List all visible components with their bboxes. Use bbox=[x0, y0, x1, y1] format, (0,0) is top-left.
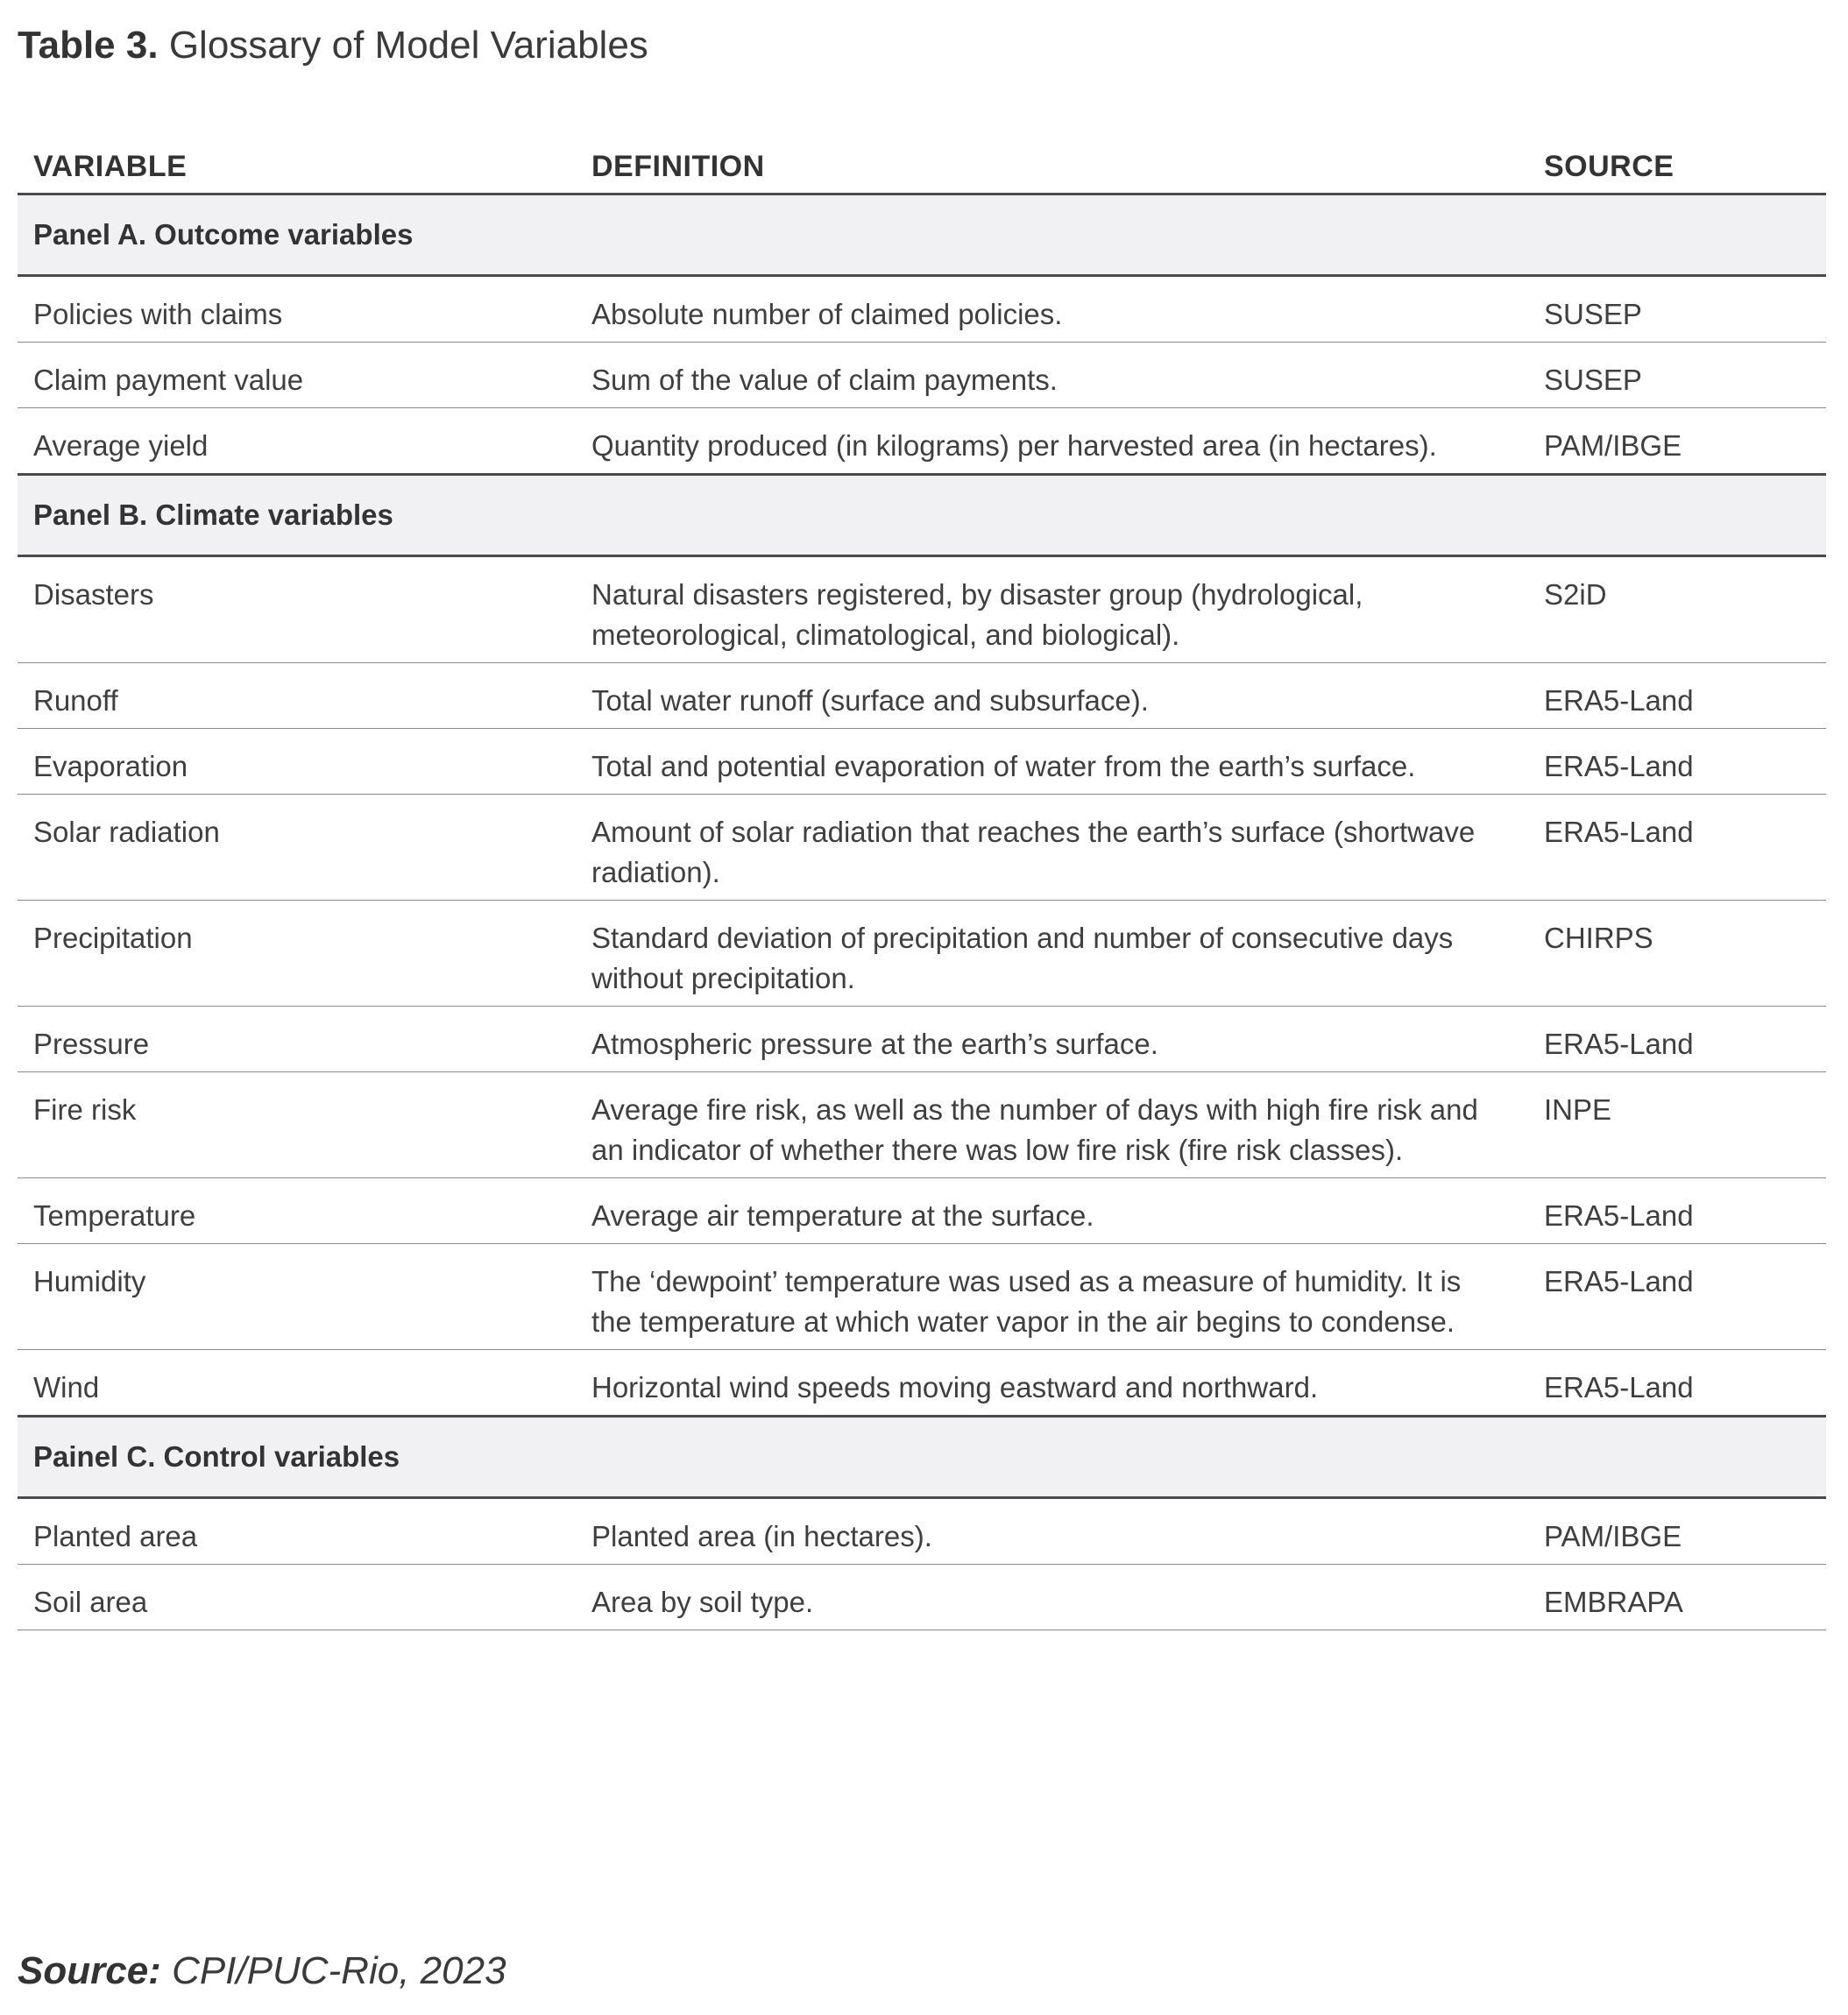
variable-cell: Soil area bbox=[18, 1565, 576, 1630]
source-cell: S2iD bbox=[1528, 556, 1826, 663]
variable-cell: Wind bbox=[18, 1350, 576, 1417]
definition-cell: Natural disasters registered, by disaster group (hydrological, meteorological, climatological, and biological). bbox=[576, 556, 1528, 663]
source-note-text: CPI/PUC-Rio, 2023 bbox=[172, 1949, 506, 1992]
source-note bbox=[18, 1945, 506, 1997]
source-cell: INPE bbox=[1528, 1072, 1826, 1178]
variable-cell: Average yield bbox=[18, 408, 576, 475]
table-row bbox=[18, 408, 1826, 475]
definition-cell: Sum of the value of claim payments. bbox=[576, 343, 1528, 408]
definition-cell: Quantity produced (in kilograms) per harvested area (in hectares). bbox=[576, 408, 1528, 475]
table-row bbox=[18, 663, 1826, 729]
variable-cell: Evaporation bbox=[18, 729, 576, 795]
definition-cell: Standard deviation of precipitation and number of consecutive days without precipitation. bbox=[576, 901, 1528, 1007]
source-cell: ERA5-Land bbox=[1528, 1350, 1826, 1417]
source-cell: ERA5-Land bbox=[1528, 729, 1826, 795]
source-cell: ERA5-Land bbox=[1528, 1178, 1826, 1244]
table-row bbox=[18, 1498, 1826, 1565]
table-row bbox=[18, 1350, 1826, 1417]
variable-cell: Humidity bbox=[18, 1244, 576, 1350]
definition-cell: Average air temperature at the surface. bbox=[576, 1178, 1528, 1244]
glossary-table-container bbox=[18, 140, 1826, 1630]
variable-cell: Fire risk bbox=[18, 1072, 576, 1178]
glossary-table bbox=[18, 140, 1826, 1630]
source-cell: PAM/IBGE bbox=[1528, 408, 1826, 475]
variable-cell: Runoff bbox=[18, 663, 576, 729]
variable-cell: Policies with claims bbox=[18, 276, 576, 343]
source-cell: ERA5-Land bbox=[1528, 663, 1826, 729]
definition-cell: Planted area (in hectares). bbox=[576, 1498, 1528, 1565]
definition-cell: Amount of solar radiation that reaches the earth’s surface (shortwave radiation). bbox=[576, 795, 1528, 901]
table-header-row bbox=[18, 140, 1826, 194]
panel-c-heading-row bbox=[18, 1417, 1826, 1498]
variable-cell: Disasters bbox=[18, 556, 576, 663]
variable-cell: Claim payment value bbox=[18, 343, 576, 408]
table-row bbox=[18, 901, 1826, 1007]
table-row bbox=[18, 795, 1826, 901]
table-title bbox=[18, 19, 648, 72]
definition-cell: Area by soil type. bbox=[576, 1565, 1528, 1630]
table-title-text: Glossary of Model Variables bbox=[168, 24, 648, 67]
variable-cell: Solar radiation bbox=[18, 795, 576, 901]
table-row bbox=[18, 1178, 1826, 1244]
panel-a-heading-row bbox=[18, 194, 1826, 276]
header-variable: VARIABLE bbox=[18, 140, 576, 194]
table-body bbox=[18, 194, 1826, 1630]
table-row bbox=[18, 556, 1826, 663]
variable-cell: Precipitation bbox=[18, 901, 576, 1007]
table-row bbox=[18, 1244, 1826, 1350]
source-cell: SUSEP bbox=[1528, 276, 1826, 343]
definition-cell: The ‘dewpoint’ temperature was used as a measure of humidity. It is the temperature at which water vapor in the air begins to condense. bbox=[576, 1244, 1528, 1350]
definition-cell: Absolute number of claimed policies. bbox=[576, 276, 1528, 343]
panel-c-heading: Painel C. Control variables bbox=[18, 1417, 1826, 1498]
definition-cell: Average fire risk, as well as the number of days with high fire risk and an indicator of whether there was low fire risk (fire risk classes). bbox=[576, 1072, 1528, 1178]
table-row bbox=[18, 1072, 1826, 1178]
table-row bbox=[18, 343, 1826, 408]
table-row bbox=[18, 1007, 1826, 1072]
source-cell: ERA5-Land bbox=[1528, 1007, 1826, 1072]
source-cell: PAM/IBGE bbox=[1528, 1498, 1826, 1565]
table-row bbox=[18, 1565, 1826, 1630]
source-cell: ERA5-Land bbox=[1528, 795, 1826, 901]
source-cell: CHIRPS bbox=[1528, 901, 1826, 1007]
source-cell: ERA5-Land bbox=[1528, 1244, 1826, 1350]
panel-b-heading-row bbox=[18, 475, 1826, 556]
source-cell: EMBRAPA bbox=[1528, 1565, 1826, 1630]
definition-cell: Atmospheric pressure at the earth’s surface. bbox=[576, 1007, 1528, 1072]
variable-cell: Planted area bbox=[18, 1498, 576, 1565]
definition-cell: Total water runoff (surface and subsurface). bbox=[576, 663, 1528, 729]
panel-b-heading: Panel B. Climate variables bbox=[18, 475, 1826, 556]
variable-cell: Pressure bbox=[18, 1007, 576, 1072]
table-title-label: Table 3. bbox=[18, 24, 159, 67]
table-row bbox=[18, 276, 1826, 343]
header-source: SOURCE bbox=[1528, 140, 1826, 194]
variable-cell: Temperature bbox=[18, 1178, 576, 1244]
definition-cell: Total and potential evaporation of water from the earth’s surface. bbox=[576, 729, 1528, 795]
definition-cell: Horizontal wind speeds moving eastward and northward. bbox=[576, 1350, 1528, 1417]
header-definition: DEFINITION bbox=[576, 140, 1528, 194]
table-row bbox=[18, 729, 1826, 795]
source-cell: SUSEP bbox=[1528, 343, 1826, 408]
source-note-label: Source: bbox=[18, 1949, 161, 1992]
panel-a-heading: Panel A. Outcome variables bbox=[18, 194, 1826, 276]
